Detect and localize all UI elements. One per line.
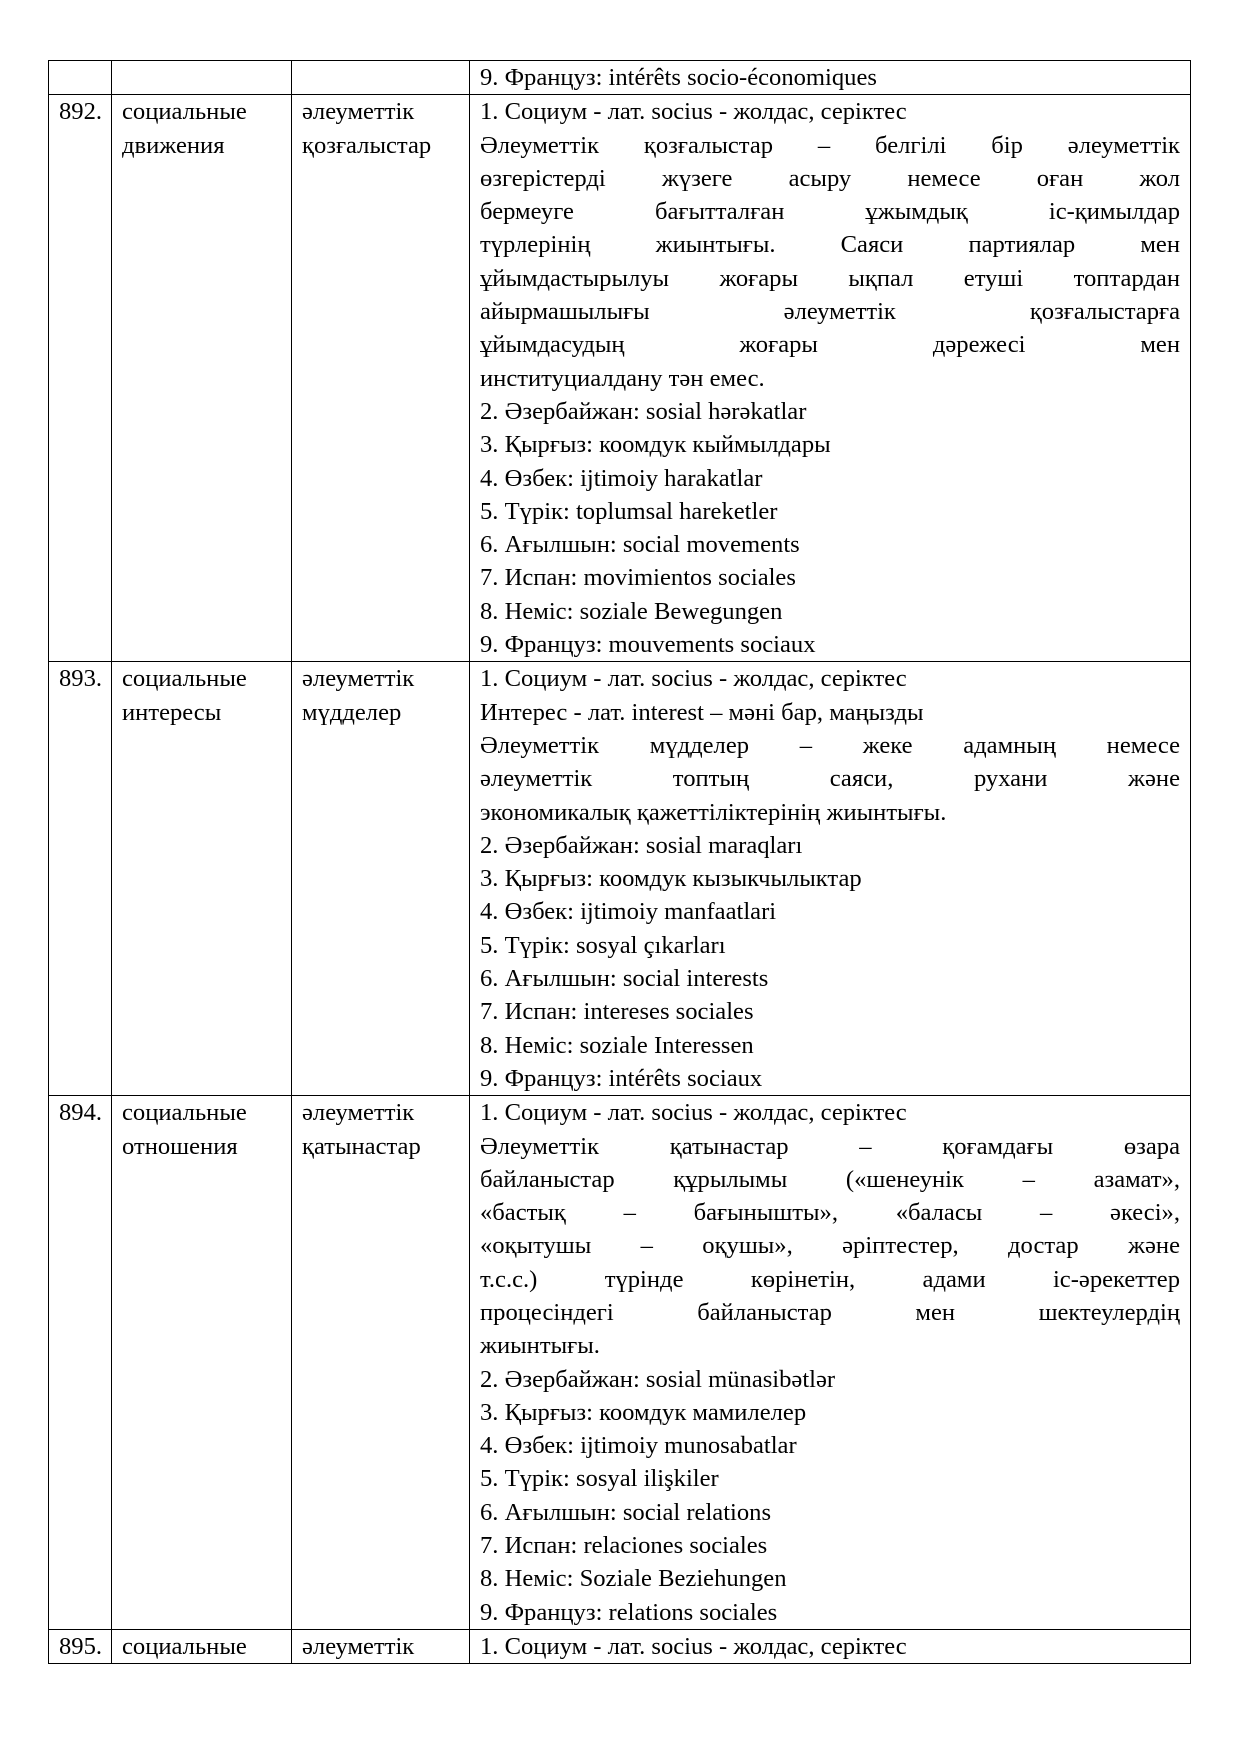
kazakh-term-line: әлеуметтік (302, 1632, 415, 1660)
definition-line: түрлерінің жиынтығы. Саяси партиялар мен (480, 231, 1180, 259)
table-row (49, 61, 1191, 95)
russian-term-cell (112, 662, 292, 1096)
russian-term-cell (112, 61, 292, 95)
definition-line: 9. Француз: mouvements sociaux (480, 631, 816, 659)
definition-line: 2. Әзербайжан: sosial maraqları (480, 831, 803, 859)
kazakh-term-line: әлеуметтік (302, 98, 415, 126)
definition-line: 6. Ағылшын: social movements (480, 531, 800, 559)
definition-line: т.с.с.) түрінде көрінетін, адами іс-әрекеттер (480, 1265, 1180, 1293)
kazakh-term-cell (292, 662, 470, 1096)
definition-line: 5. Түрік: toplumsal hareketler (480, 497, 778, 525)
russian-term-cell (112, 95, 292, 662)
table-row (49, 1096, 1191, 1630)
table-row (49, 1629, 1191, 1663)
definition-line: 4. Өзбек: ijtimoiy manfaatlari (480, 898, 777, 926)
definition-line: 1. Социум - лат. socius - жолдас, серіктес (480, 1099, 907, 1127)
definition-line: 8. Неміс: Soziale Beziehungen (480, 1565, 787, 1593)
definition-line: 6. Ағылшын: social relations (480, 1498, 772, 1526)
definition-line: Әлеуметтік мүдделер – жеке адамның немесе (480, 731, 1180, 759)
russian-term-cell (112, 1629, 292, 1663)
entry-number-cell (49, 1096, 112, 1630)
definition-line: 4. Өзбек: ijtimoiy munosabatlar (480, 1432, 797, 1460)
definition-cell (470, 1096, 1191, 1630)
kazakh-term-line: әлеуметтік (302, 665, 415, 693)
definition-line: «оқытушы – оқушы», әріптестер, достар және (480, 1232, 1180, 1260)
russian-term-line: социальные (122, 1099, 247, 1127)
russian-term-line: движения (122, 131, 225, 159)
russian-term-line: интересы (122, 698, 222, 726)
definition-line: 3. Қырғыз: коомдук кыймылдары (480, 431, 831, 459)
definition-line: 8. Неміс: soziale Bewegungen (480, 597, 783, 625)
table-row (49, 662, 1191, 1096)
definition-line: 2. Әзербайжан: sosial hərəkatlar (480, 397, 807, 425)
kazakh-term-cell (292, 1096, 470, 1630)
definition-line: айырмашылығы әлеуметтік қозғалыстарға (480, 298, 1180, 326)
definition-line: «бастық – бағынышты», «баласы – әкесі», (480, 1199, 1180, 1227)
definition-line: 2. Әзербайжан: sosial münasibətlər (480, 1365, 836, 1393)
definition-cell (470, 1629, 1191, 1663)
kazakh-term-cell (292, 95, 470, 662)
definition-line: 1. Социум - лат. socius - жолдас, серіктес (480, 98, 907, 126)
entry-number: 892. (59, 98, 103, 126)
definition-line: Әлеуметтік қозғалыстар – белгілі бір әлеуметтік (480, 131, 1180, 159)
entry-number-cell (49, 95, 112, 662)
definition-cell (470, 95, 1191, 662)
definition-line: 8. Неміс: soziale Interessen (480, 1031, 754, 1059)
entry-number: 894. (59, 1099, 103, 1127)
kazakh-term-line: мүдделер (302, 698, 402, 726)
definition-line: 5. Түрік: sosyal çıkarları (480, 931, 726, 959)
definition-line: 7. Испан: relaciones sociales (480, 1532, 768, 1560)
definition-line: 7. Испан: movimientos sociales (480, 564, 796, 592)
entry-number: 893. (59, 665, 103, 693)
definition-line: 1. Социум - лат. socius - жолдас, серіктес (480, 1632, 907, 1660)
definition-line: 9. Француз: relations sociales (480, 1598, 778, 1626)
russian-term-line: социальные (122, 665, 247, 693)
definition-line: Әлеуметтік қатынастар – қоғамдағы өзара (480, 1132, 1180, 1160)
definition-line: Интерес - лат. interest – мәні бар, маңызды (480, 698, 924, 726)
kazakh-term-cell (292, 1629, 470, 1663)
table-row (49, 95, 1191, 662)
definition-line: 9. Француз: intérêts socio-économiques (480, 64, 877, 91)
entry-number-cell (49, 1629, 112, 1663)
definition-line: әлеуметтік топтың саяси, рухани және (480, 765, 1180, 793)
russian-term-line: социальные (122, 1632, 247, 1660)
definition-line: жиынтығы. (480, 1332, 600, 1360)
definition-line: 6. Ағылшын: social interests (480, 965, 769, 993)
definition-line: 3. Қырғыз: коомдук мамилелер (480, 1398, 807, 1426)
definition-line: 4. Өзбек: ijtimoiy harakatlar (480, 464, 763, 492)
russian-term-line: социальные (122, 98, 247, 126)
definition-line: ұйымдасудың жоғары дәрежесі мен (480, 331, 1180, 359)
entry-number-cell (49, 662, 112, 1096)
russian-term-cell (112, 1096, 292, 1630)
definition-cell (470, 61, 1191, 95)
definition-line: ұйымдастырылуы жоғары ықпал етуші топтардан (480, 264, 1180, 292)
entry-number: 895. (59, 1632, 103, 1660)
definition-line: өзгерістерді жүзеге асыру немесе оған жол (480, 164, 1180, 192)
definition-line: экономикалық қажеттіліктерінің жиынтығы. (480, 798, 947, 826)
glossary-table-body (49, 61, 1191, 1664)
definition-cell (470, 662, 1191, 1096)
definition-line: байланыстар құрылымы («шенеунік – азамат», (480, 1165, 1180, 1193)
definition-line: институциалдану тән емес. (480, 364, 765, 392)
russian-term-line: отношения (122, 1132, 238, 1160)
entry-number-cell (49, 61, 112, 95)
definition-line: процесіндегі байланыстар мен шектеулердің (480, 1298, 1180, 1326)
kazakh-term-line: қозғалыстар (302, 131, 432, 159)
definition-line: 5. Түрік: sosyal ilişkiler (480, 1465, 719, 1493)
definition-line: 7. Испан: intereses sociales (480, 998, 754, 1026)
definition-line: 3. Қырғыз: коомдук кызыкчылыктар (480, 865, 862, 893)
definition-line: 1. Социум - лат. socius - жолдас, серіктес (480, 665, 907, 693)
definition-line: 9. Француз: intérêts sociaux (480, 1064, 763, 1092)
definition-line: бермеуге бағытталған ұжымдық іс-қимылдар (480, 198, 1180, 226)
kazakh-term-line: қатынастар (302, 1132, 421, 1160)
kazakh-term-line: әлеуметтік (302, 1099, 415, 1127)
kazakh-term-cell (292, 61, 470, 95)
glossary-table (48, 60, 1191, 1664)
